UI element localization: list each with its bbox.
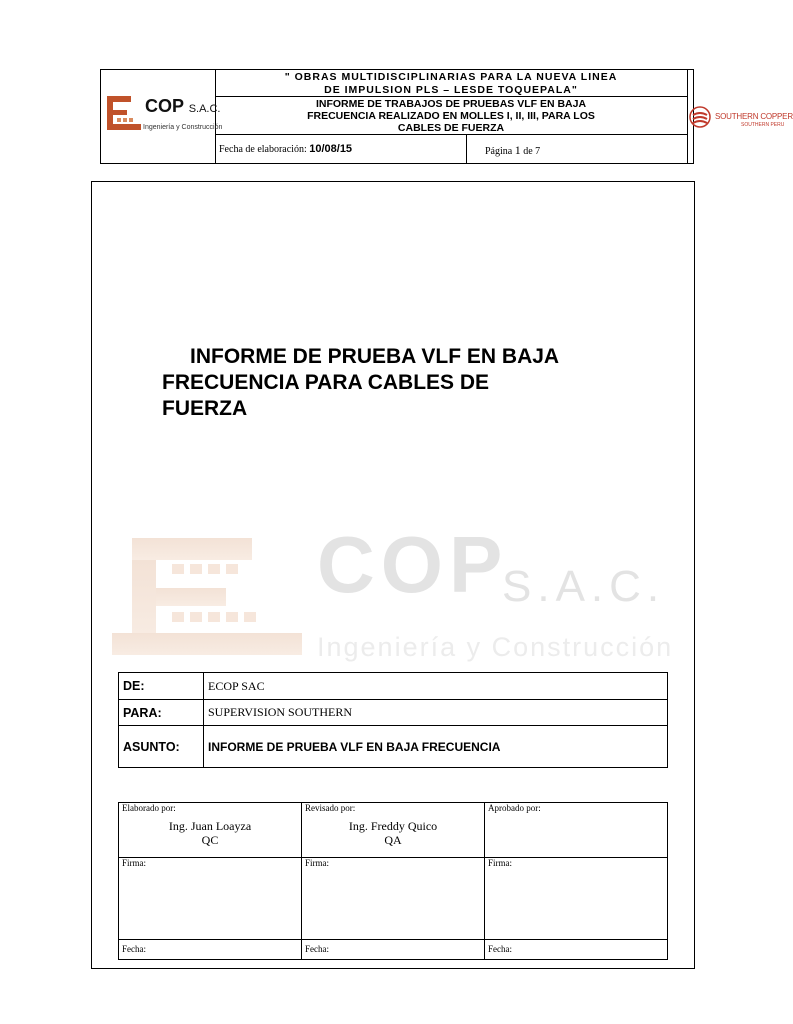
watermark-suffix: S.A.C. <box>502 562 666 611</box>
document-title-line2: FRECUENCIA PARA CABLES DE <box>162 371 490 394</box>
southern-copper-subtitle: SOUTHERN PERU <box>741 122 785 128</box>
page-label: Página <box>485 146 513 157</box>
cop-logo-suffix: S.A.C. <box>188 103 221 115</box>
to-label: PARA: <box>119 700 204 726</box>
table-row <box>119 858 668 940</box>
from-label: DE: <box>119 673 204 700</box>
prepared-by-role: QC <box>201 833 219 847</box>
approved-by-cell <box>485 803 668 858</box>
page-number: 1 <box>514 143 521 157</box>
prepared-by-cell <box>119 803 302 858</box>
table-row <box>119 940 668 960</box>
table-row <box>119 673 668 700</box>
prepared-date-label: Fecha: <box>119 940 302 960</box>
approved-signature-cell <box>485 858 668 940</box>
reviewed-by-name: Ing. Freddy Quico <box>348 819 438 833</box>
header-center <box>215 70 688 163</box>
southern-copper-logo <box>689 106 793 130</box>
reviewed-by-role: QA <box>384 833 402 847</box>
table-row <box>119 803 668 858</box>
signature-label: Firma: <box>305 858 329 868</box>
document-title <box>162 344 622 422</box>
reviewed-by-cell <box>302 803 485 858</box>
client-logo-cell <box>687 70 793 163</box>
subject-value: INFORME DE PRUEBA VLF EN BAJA FRECUENCIA <box>204 726 668 768</box>
report-title <box>215 97 687 135</box>
subject-label: ASUNTO: <box>119 726 204 768</box>
date-value: 10/08/15 <box>309 143 353 155</box>
signature-label: Firma: <box>122 858 146 868</box>
document-header <box>100 69 793 164</box>
southern-copper-icon <box>689 106 711 128</box>
document-title-line3: FUERZA <box>162 397 248 420</box>
watermark-subtitle: Ingeniería y Construcción <box>317 632 674 662</box>
report-title-line3: CABLES DE FUERZA <box>397 122 505 134</box>
document-title-line1: INFORME DE PRUEBA VLF EN BAJA <box>190 345 560 368</box>
signature-table <box>118 802 668 960</box>
cop-logo-name: COP <box>145 96 184 116</box>
date-label: Fecha de elaboración: <box>219 144 307 155</box>
prepared-by-name: Ing. Juan Loayza <box>168 819 252 833</box>
page-total: de 7 <box>523 146 541 157</box>
watermark-building-icon <box>112 528 302 658</box>
southern-copper-name: SOUTHERN COPPER <box>715 112 793 121</box>
cop-watermark <box>112 520 672 670</box>
table-row <box>119 726 668 768</box>
report-title-line2: FRECUENCIA REALIZADO EN MOLLES I, II, III, PARA LOS <box>307 110 595 122</box>
approved-date-label: Fecha: <box>485 940 668 960</box>
approved-by-label: Aprobado por: <box>488 803 541 813</box>
signature-label: Firma: <box>488 858 512 868</box>
project-title-line2: DE IMPULSION PLS – LESDE TOQUEPALA" <box>324 83 578 96</box>
table-row <box>119 700 668 726</box>
watermark-name: COP <box>317 520 509 609</box>
from-value: ECOP SAC <box>204 673 668 700</box>
building-icon <box>105 94 143 134</box>
cop-logo <box>105 92 223 142</box>
reviewed-by-label: Revisado por: <box>305 803 356 813</box>
page-indicator <box>467 135 687 163</box>
project-title-line1: " OBRAS MULTIDISCIPLINARIAS PARA LA NUEVA LINEA <box>284 71 618 83</box>
prepared-by-label: Elaborado por: <box>122 803 176 813</box>
company-logo-cell <box>101 70 223 163</box>
project-title <box>215 70 687 97</box>
prepared-signature-cell <box>119 858 302 940</box>
report-title-line1: INFORME DE TRABAJOS DE PRUEBAS VLF EN BAJA <box>315 98 587 110</box>
reviewed-signature-cell <box>302 858 485 940</box>
reviewed-date-label: Fecha: <box>302 940 485 960</box>
header-meta-row <box>215 135 687 163</box>
to-value: SUPERVISION SOUTHERN <box>204 700 668 726</box>
routing-table <box>118 672 668 768</box>
elaboration-date <box>215 135 467 163</box>
cop-logo-subtitle: Ingeniería y Construcción <box>143 124 223 131</box>
